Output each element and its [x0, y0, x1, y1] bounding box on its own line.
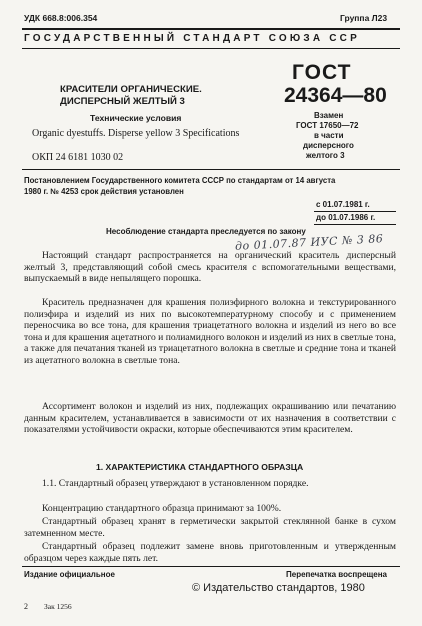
section-heading: 1. ХАРАКТЕРИСТИКА СТАНДАРТНОГО ОБРАЗЦА: [96, 462, 304, 472]
section-item-3: [24, 516, 396, 539]
paragraph-2-text: Краситель предназначен для крашения полиэфирного волокна и текстурированного полиэфира и изделий из них по высокотемпературному способу и с применением переносчика во все тона, для крашения триацетатного волокна и изделий из него во все тона и для крашения ацетатного и полиамидного волокон и изделий из них в светлые тона, а также для печатания тканей из триацетатного волокна в светлые и средние тона и тканей из ацетатного волокна в светлые тона.: [24, 297, 396, 366]
title-line-2: ДИСПЕРСНЫЙ ЖЕЛТЫЙ 3: [60, 96, 185, 107]
valid-from-underline: [314, 211, 396, 212]
handwritten-note: до 01.07.87 ИУС № 3 86: [234, 232, 384, 253]
replaces-line-2: ГОСТ 17650—72: [296, 121, 359, 130]
replaces-line-3: в части: [314, 131, 344, 140]
replaces-line-4: дисперсного: [303, 141, 354, 150]
paragraph-1-text: Настоящий стандарт распространяется на органический краситель дисперсный желтый 3, представляющий собой смесь красителя с вспомогательными веществами, выпускаемый в виде непылящего порошка.: [24, 250, 396, 285]
header-rule-top: [22, 28, 400, 30]
okp-code: ОКП 24 6181 1030 02: [32, 152, 124, 163]
violation-notice: Несоблюдение стандарта преследуется по закону: [106, 227, 306, 236]
valid-from: с 01.07.1981 г.: [316, 200, 370, 209]
replaces-line-5: желтого 3: [306, 151, 345, 160]
paragraph-3-text: Ассортимент волокон и изделий из них, подлежащих окрашиванию или печатанию данным красителем, устанавливается в зависимости от их назначения в соответствии с показателями устойчивости окраски, которые обеспечиваются этим красителем.: [24, 401, 396, 436]
page-number: 2: [24, 602, 28, 611]
standard-banner: ГОСУДАРСТВЕННЫЙ СТАНДАРТ СОЮЗА ССР: [24, 33, 360, 44]
group-code: Группа Л23: [340, 13, 388, 23]
udk-code: УДК 668.8:006.354: [24, 13, 98, 23]
english-title: Organic dyestuffs. Disperse yellow 3 Specifications: [32, 128, 240, 139]
title-block-rule: [22, 169, 400, 170]
section-item-4-text: Стандартный образец подлежит замене вновь приготовленным и утвержденным образцом через каждые пять лет.: [24, 541, 396, 564]
section-item-3-text: Стандартный образец хранят в герметически закрытой стеклянной банке в сухом затемненном месте.: [24, 516, 396, 539]
gost-number: 24364—80: [284, 84, 387, 107]
section-item-1-text: 1.1. Стандартный образец утверждают в установленном порядке.: [42, 478, 309, 489]
paragraph-2: [24, 297, 396, 367]
copyright: © Издательство стандартов, 1980: [192, 582, 365, 594]
title-line-1: КРАСИТЕЛИ ОРГАНИЧЕСКИЕ.: [60, 84, 202, 95]
section-item-1: [24, 478, 396, 490]
order-number: Зак 1256: [44, 602, 72, 611]
section-item-4: [24, 541, 396, 564]
replaces-line-1: Взамен: [314, 111, 344, 120]
reprint-notice: Перепечатка воспрещена: [286, 570, 387, 579]
subtitle: Технические условия: [90, 113, 182, 123]
valid-to-underline: [314, 224, 396, 225]
decree-line-1: Постановлением Государственного комитета СССР по стандартам от 14 августа: [24, 176, 336, 185]
footer-rule: [22, 566, 400, 567]
paragraph-3: [24, 401, 396, 436]
paragraph-1: [24, 250, 396, 285]
decree-line-2: 1980 г. № 4253 срок действия установлен: [24, 187, 184, 196]
valid-to: до 01.07.1986 г.: [316, 213, 376, 222]
section-item-2-text: Концентрацию стандартного образца принимают за 100%.: [42, 503, 282, 514]
section-item-2: [24, 503, 396, 515]
official-edition: Издание официальное: [24, 570, 115, 579]
header-rule-bottom: [22, 48, 400, 49]
gost-label: ГОСТ: [292, 61, 352, 84]
